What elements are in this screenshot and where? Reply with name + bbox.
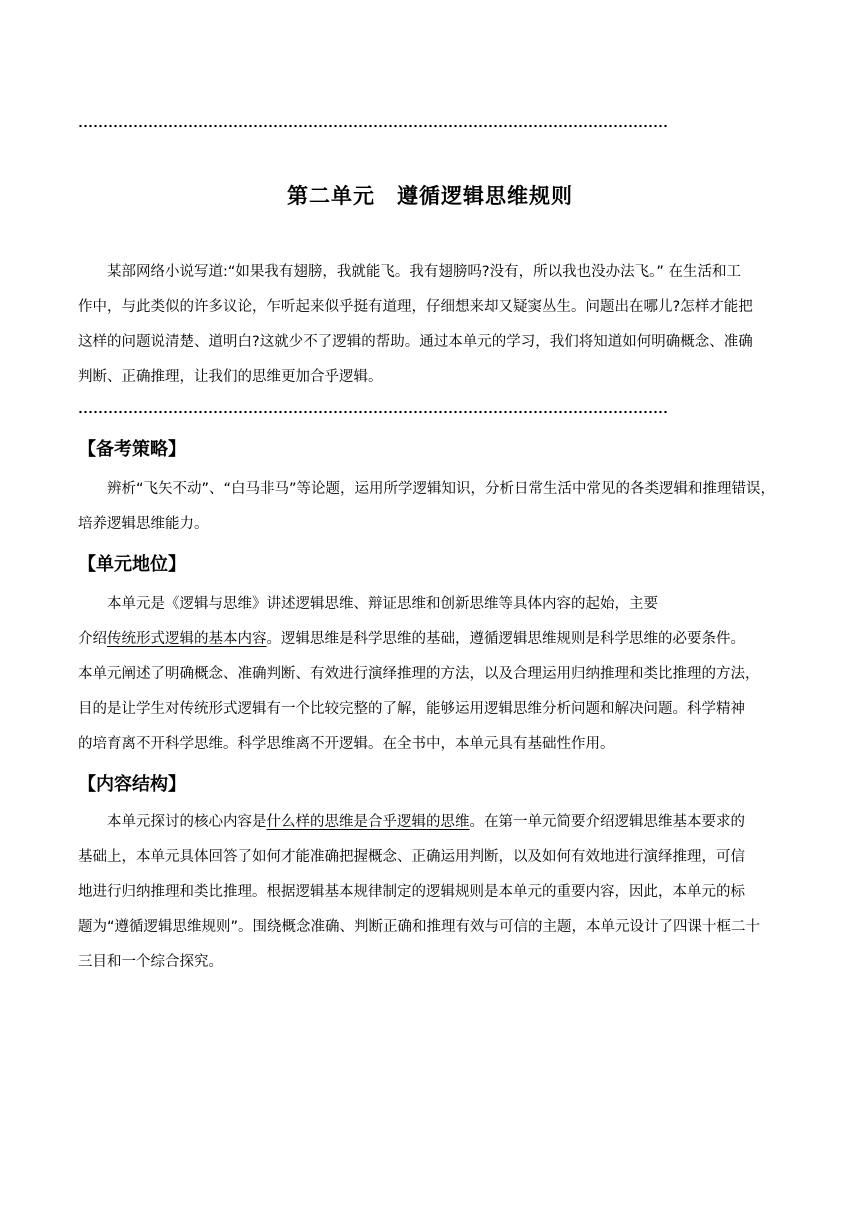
structure-line-2: 基础上，本单元具体回答了如何才能准确把握概念、正确运用判断，以及如何有效地进行演绎推理，可信: [78, 849, 745, 865]
unit-title: 第二单元 遵循逻辑思维规则: [287, 184, 573, 208]
intro-line-1: 某部网络小说写道:“如果我有翅膀，我就能飞。我有翅膀吗?没有，所以我也没办法飞。” 在生活和工: [107, 264, 741, 280]
dotted-divider-top: [78, 124, 668, 128]
strategy-paragraph: [78, 472, 782, 542]
strategy-line-2: 培养逻辑思维能力。: [78, 516, 209, 532]
structure-line-5: 三目和一个综合探究。: [78, 954, 223, 970]
section-heading-strategy: 【备考策略】: [78, 439, 186, 460]
intro-paragraph: [78, 255, 782, 395]
underlined-phrase: 什么样的思维是合乎逻辑的思维: [266, 814, 470, 830]
section-heading-position: 【单元地位】: [78, 554, 186, 575]
position-line-5: 的培育离不开科学思维。科学思维离不开逻辑。在全书中，本单元具有基础性作用。: [78, 736, 615, 752]
underlined-phrase: 传统形式逻辑的基本内容: [107, 631, 267, 647]
intro-line-2: 作中，与此类似的许多议论，乍听起来似乎挺有道理，仔细想来却又疑窦丛生。问题出在哪儿?怎样才能把: [78, 299, 753, 315]
position-line-2: 介绍传统形式逻辑的基本内容。逻辑思维是科学思维的基础，遵循逻辑思维规则是科学思维的必要条件。: [78, 631, 745, 647]
structure-paragraph: [78, 805, 782, 980]
intro-line-4: 判断、正确推理，让我们的思维更加合乎逻辑。: [78, 369, 383, 385]
dotted-divider-bottom: [78, 410, 668, 414]
intro-line-3: 这样的问题说清楚、道明白?这就少不了逻辑的帮助。通过本单元的学习，我们将知道如何明确概念、准确: [78, 334, 753, 350]
structure-line-1: 本单元探讨的核心内容是什么样的思维是合乎逻辑的思维。在第一单元简要介绍逻辑思维基本要求的: [107, 814, 745, 830]
section-heading-structure: 【内容结构】: [78, 774, 186, 795]
structure-line-4: 题为“遵循逻辑思维规则”。围绕概念准确、判断正确和推理有效与可信的主题，本单元设计了四课十框二十: [78, 919, 761, 935]
position-line-3: 本单元阐述了明确概念、准确判断、有效进行演绎推理的方法，以及合理运用归纳推理和类比推理的方法，: [78, 666, 760, 682]
position-line-1: 本单元是《逻辑与思维》讲述逻辑思维、辩证思维和创新思维等具体内容的起始，主要: [107, 596, 658, 612]
position-line-4: 目的是让学生对传统形式逻辑有一个比较完整的了解，能够运用逻辑思维分析问题和解决问题。科学精神: [78, 701, 745, 717]
position-paragraph: [78, 587, 782, 762]
structure-line-3: 地进行归纳推理和类比推理。根据逻辑基本规律制定的逻辑规则是本单元的重要内容，因此，本单元的标: [78, 884, 745, 900]
strategy-line-1: 辨析“飞矢不动”、“白马非马”等论题，运用所学逻辑知识，分析日常生活中常见的各类逻辑和推理错误，: [107, 481, 776, 497]
